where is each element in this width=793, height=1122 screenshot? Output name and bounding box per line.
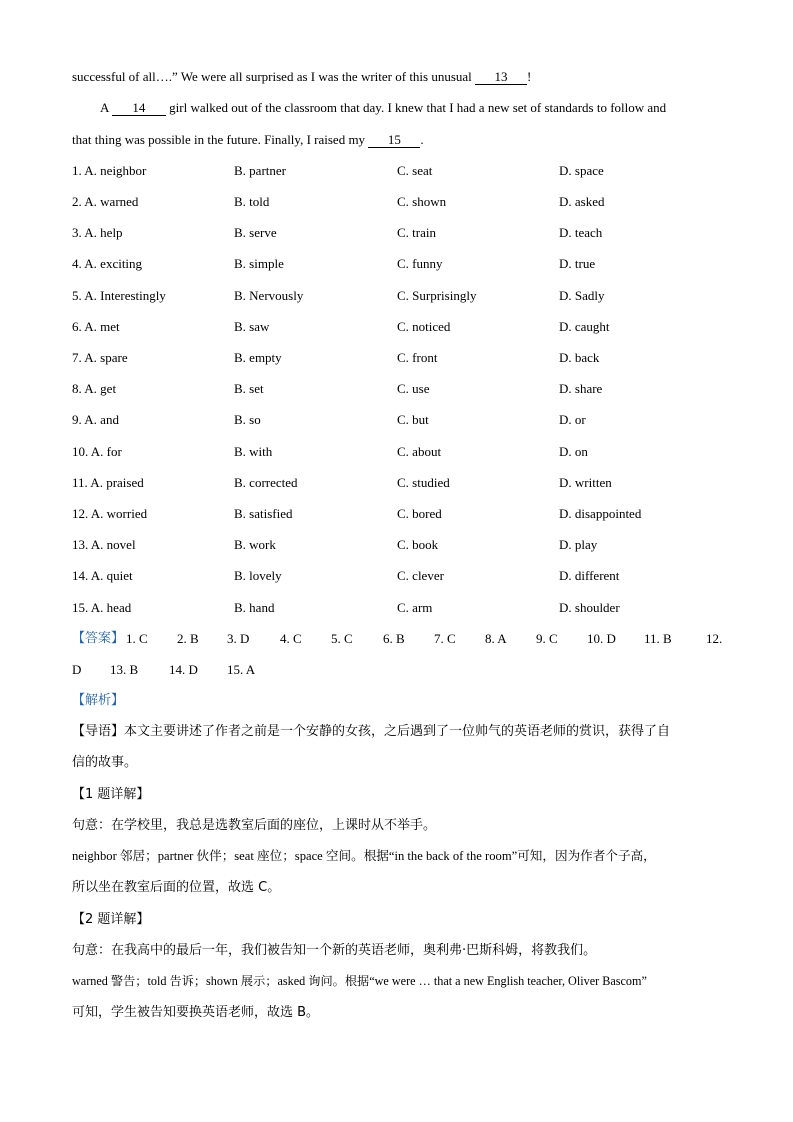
- answer-row-2: [72, 663, 372, 679]
- option-c: C. book: [397, 537, 439, 552]
- option-row: [0, 320, 793, 336]
- answer-item: 2. B: [177, 631, 199, 646]
- option-b: B. work: [234, 537, 276, 552]
- option-d: D. back: [559, 350, 600, 365]
- option-d: D. play: [559, 537, 598, 552]
- option-c: C. seat: [397, 163, 433, 178]
- q1-explanation-line-2: 所以坐在教室后面的位置，故选 C。: [72, 880, 281, 895]
- option-d: D. shoulder: [559, 600, 620, 615]
- option-d: D. space: [559, 163, 604, 178]
- answer-item: 10. D: [587, 631, 616, 646]
- option-c: C. shown: [397, 194, 447, 209]
- option-b: B. set: [234, 381, 264, 396]
- answer-item: 9. C: [536, 631, 558, 646]
- option-a: 9. A. and: [72, 412, 119, 427]
- option-b: B. saw: [234, 319, 270, 334]
- option-d: D. or: [559, 412, 586, 427]
- blank-13: 13: [475, 70, 527, 85]
- option-a: 10. A. for: [72, 444, 122, 459]
- passage-text: A: [100, 100, 112, 115]
- answer-item: D: [72, 662, 82, 677]
- option-c: C. studied: [397, 475, 450, 490]
- option-b: B. empty: [234, 350, 282, 365]
- option-c: C. clever: [397, 568, 444, 583]
- option-row: [0, 413, 793, 429]
- option-row: [0, 195, 793, 211]
- option-a: 14. A. quiet: [72, 568, 133, 583]
- guide-line-2: 信的故事。: [72, 755, 138, 770]
- option-row: [0, 445, 793, 461]
- q2-heading: 【2 题详解】: [72, 912, 150, 927]
- option-row: [0, 538, 793, 554]
- q1-heading: 【1 题详解】: [72, 787, 150, 802]
- option-b: B. partner: [234, 163, 286, 178]
- option-d: D. caught: [559, 319, 610, 334]
- option-row: [0, 226, 793, 242]
- answer-item: 8. A: [485, 631, 507, 646]
- blank-15: 15: [368, 133, 420, 148]
- option-c: C. bored: [397, 506, 442, 521]
- q2-meaning: 句意：在我高中的最后一年，我们被告知一个新的英语老师，奥利弗·巴斯科姆，将教我们。: [72, 943, 597, 958]
- option-row: [0, 569, 793, 585]
- answer-item: 4. C: [280, 631, 302, 646]
- answer-item: 7. C: [434, 631, 456, 646]
- option-d: D. disappointed: [559, 506, 642, 521]
- passage-text: !: [527, 69, 532, 84]
- q1-explanation-line-1: neighbor 邻居；partner 伙伴；seat 座位；space 空间。根据“in the back of the room”可知，因为作者个子高，: [72, 849, 656, 863]
- option-d: D. on: [559, 444, 588, 459]
- option-a: 1. A. neighbor: [72, 163, 147, 178]
- option-a: 2. A. warned: [72, 194, 139, 209]
- option-a: 3. A. help: [72, 225, 123, 240]
- blank-14: 14: [112, 101, 166, 116]
- option-c: C. front: [397, 350, 438, 365]
- option-c: C. use: [397, 381, 430, 396]
- option-a: 5. A. Interestingly: [72, 288, 166, 303]
- option-a: 6. A. met: [72, 319, 120, 334]
- answer-item: 1. C: [126, 631, 148, 646]
- answer-item: 5. C: [331, 631, 353, 646]
- option-c: C. about: [397, 444, 442, 459]
- option-c: C. but: [397, 412, 429, 427]
- option-c: C. Surprisingly: [397, 288, 477, 303]
- option-a: 4. A. exciting: [72, 256, 143, 271]
- option-a: 8. A. get: [72, 381, 117, 396]
- option-b: B. Nervously: [234, 288, 304, 303]
- answer-item: 14. D: [169, 662, 198, 677]
- option-a: 7. A. spare: [72, 350, 128, 365]
- q1-meaning: 句意：在学校里，我总是选教室后面的座位，上课时从不举手。: [72, 818, 437, 833]
- passage-text: that thing was possible in the future. Finally, I raised my: [72, 132, 369, 147]
- option-d: D. different: [559, 568, 620, 583]
- option-a: 11. A. praised: [72, 475, 144, 490]
- option-row: [0, 382, 793, 398]
- option-row: [0, 164, 793, 180]
- option-b: B. hand: [234, 600, 275, 615]
- answer-label: 【答案】: [72, 631, 125, 646]
- answer-item: 3. D: [227, 631, 250, 646]
- option-c: C. train: [397, 225, 436, 240]
- passage-line-2: [100, 101, 666, 116]
- option-a: 15. A. head: [72, 600, 132, 615]
- guide-line-1: 【导语】本文主要讲述了作者之前是一个安静的女孩，之后遇到了一位帅气的英语老师的赏识，获得了自: [72, 724, 671, 739]
- passage-line-1: [72, 70, 531, 85]
- option-c: C. funny: [397, 256, 443, 271]
- option-a: 13. A. novel: [72, 537, 136, 552]
- answer-item: 11. B: [644, 631, 672, 646]
- passage-text: .: [420, 132, 424, 147]
- analysis-label: 【解析】: [72, 693, 125, 708]
- option-d: D. Sadly: [559, 288, 605, 303]
- option-b: B. told: [234, 194, 270, 209]
- option-row: [0, 289, 793, 305]
- option-d: D. teach: [559, 225, 603, 240]
- q2-explanation-line-1: warned 警告；told 告诉；shown 展示；asked 询问。根据“we were … that a new English teacher, Oliver Bascom”: [72, 974, 647, 988]
- answer-item: 12.: [706, 631, 723, 646]
- option-d: D. written: [559, 475, 612, 490]
- option-b: B. lovely: [234, 568, 282, 583]
- passage-text: girl walked out of the classroom that day. I knew that I had a new set of standards to follow and: [165, 100, 667, 115]
- q2-explanation-line-2: 可知，学生被告知要换英语老师，故选 B。: [72, 1005, 320, 1020]
- option-c: C. noticed: [397, 319, 451, 334]
- option-row: [0, 601, 793, 617]
- option-row: [0, 257, 793, 273]
- passage-line-3: [72, 133, 424, 148]
- option-row: [0, 351, 793, 367]
- option-c: C. arm: [397, 600, 433, 615]
- option-b: B. simple: [234, 256, 284, 271]
- option-b: B. serve: [234, 225, 277, 240]
- option-d: D. true: [559, 256, 596, 271]
- answer-item: 6. B: [383, 631, 405, 646]
- answer-item: 13. B: [110, 662, 139, 677]
- option-row: [0, 507, 793, 523]
- option-b: B. so: [234, 412, 261, 427]
- option-row: [0, 476, 793, 492]
- option-d: D. share: [559, 381, 603, 396]
- option-d: D. asked: [559, 194, 605, 209]
- option-b: B. corrected: [234, 475, 298, 490]
- answer-row-1: [72, 632, 722, 648]
- passage-text: successful of all….” We were all surprised as I was the writer of this unusual: [72, 69, 476, 84]
- option-b: B. satisfied: [234, 506, 293, 521]
- option-a: 12. A. worried: [72, 506, 148, 521]
- option-b: B. with: [234, 444, 273, 459]
- answer-item: 15. A: [227, 662, 256, 677]
